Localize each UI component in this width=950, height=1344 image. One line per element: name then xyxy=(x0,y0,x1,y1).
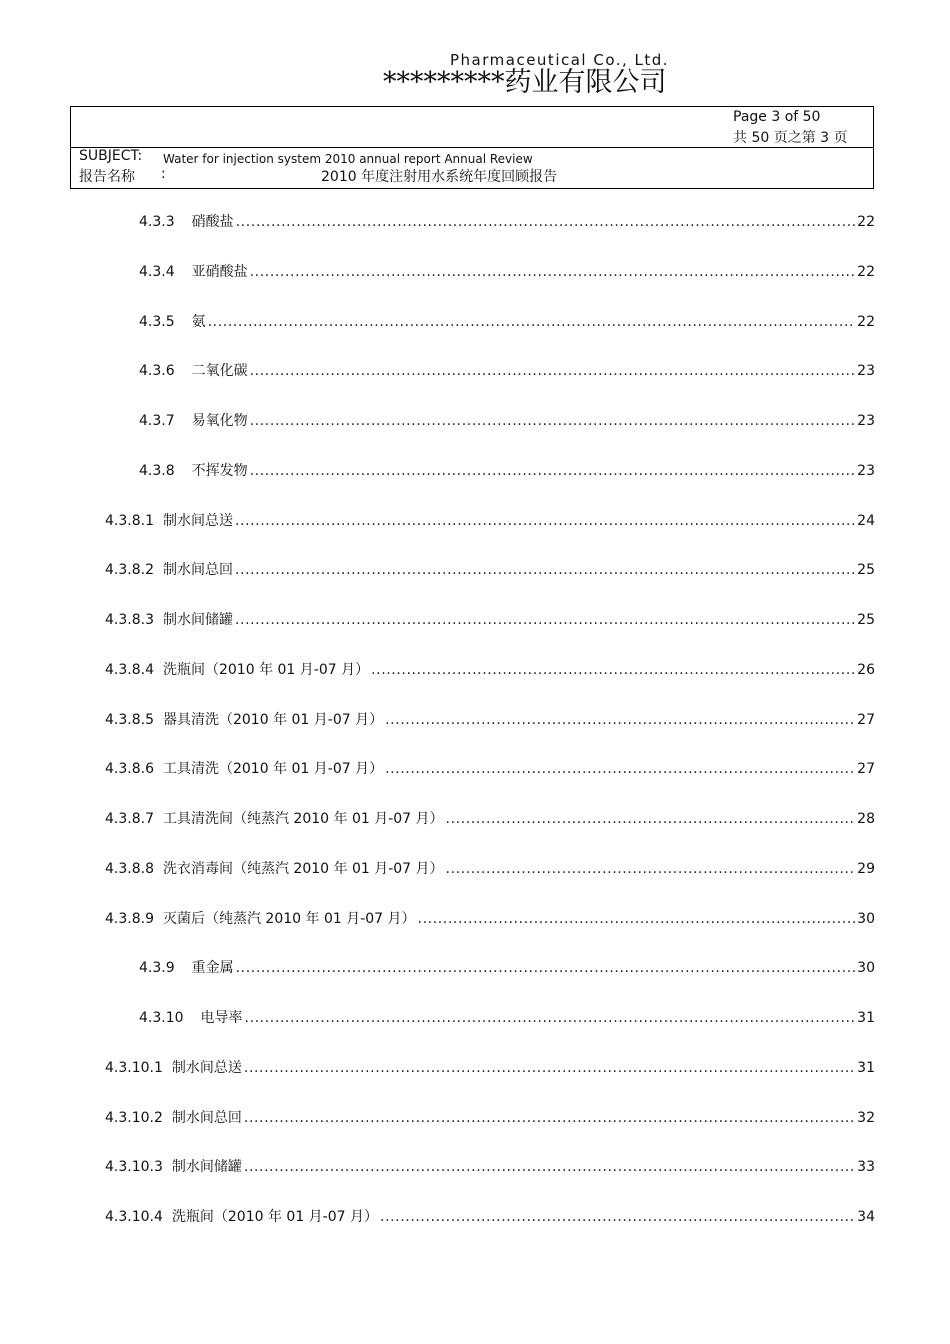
toc-entry-number: 4.3.8.9 xyxy=(105,910,154,927)
toc-entry-title: 不挥发物 xyxy=(191,462,248,479)
toc-entry-page: 26 xyxy=(857,661,875,678)
toc-entry-number: 4.3.9 xyxy=(139,960,175,977)
toc-entry-title: 制水间总送 xyxy=(162,512,233,529)
toc-entry[interactable] xyxy=(105,809,875,829)
toc-entry-title: 制水间总回 xyxy=(171,1109,242,1126)
toc-entry[interactable] xyxy=(139,262,875,282)
toc-entry-page: 27 xyxy=(857,711,875,728)
toc-leader-dots xyxy=(250,361,856,381)
subject-label: SUBJECT: xyxy=(79,148,143,164)
company-name-en: Pharmaceutical Co., Ltd. xyxy=(450,51,670,69)
toc-entry-number: 4.3.10.4 xyxy=(105,1209,163,1225)
toc-leader-dots xyxy=(385,759,855,779)
toc-leader-dots xyxy=(250,411,856,431)
toc-entry-page: 22 xyxy=(857,313,875,330)
toc-leader-dots xyxy=(446,859,856,879)
toc-entry[interactable] xyxy=(105,1058,875,1078)
toc-entry[interactable] xyxy=(105,1207,875,1227)
toc-leader-dots xyxy=(371,660,855,680)
toc-entry[interactable] xyxy=(105,909,875,929)
toc-entry-title: 二氧化碳 xyxy=(191,363,248,380)
toc-entry-title: 重金属 xyxy=(191,960,234,977)
toc-leader-dots xyxy=(380,1207,855,1227)
toc-entry-page: 22 xyxy=(857,214,875,230)
toc-entry[interactable] xyxy=(139,212,875,232)
toc-entry-number: 4.3.8.5 xyxy=(105,711,154,728)
toc-entry-title: 器具清洗（2010 年 01 月-07 月） xyxy=(162,711,384,728)
toc-entry[interactable] xyxy=(105,759,875,779)
toc-entry-number: 4.3.10 xyxy=(139,1010,184,1026)
toc-entry[interactable] xyxy=(139,461,875,481)
toc-entry-title: 洗瓶间（2010 年 01 月-07 月） xyxy=(171,1209,379,1225)
toc-entry-page: 32 xyxy=(857,1109,875,1126)
toc-entry[interactable] xyxy=(139,1008,875,1028)
toc-leader-dots xyxy=(385,710,855,730)
toc-entry-title: 制水间储罐 xyxy=(171,1159,242,1176)
toc-leader-dots xyxy=(235,511,855,531)
toc-entry-number: 4.3.8.7 xyxy=(105,811,154,827)
toc-entry[interactable] xyxy=(105,1108,875,1128)
toc-leader-dots xyxy=(250,262,856,282)
toc-leader-dots xyxy=(236,212,856,232)
toc-leader-dots xyxy=(418,909,856,929)
toc-entry-page: 23 xyxy=(857,462,875,479)
toc-entry-page: 22 xyxy=(857,263,875,280)
document-header-box xyxy=(70,106,874,189)
header-divider xyxy=(71,147,873,148)
toc-entry-number: 4.3.10.3 xyxy=(105,1159,163,1176)
toc-leader-dots xyxy=(250,461,856,481)
toc-entry-title: 洗瓶间（2010 年 01 月-07 月） xyxy=(162,661,370,678)
toc-entry[interactable] xyxy=(139,958,875,978)
toc-entry-page: 23 xyxy=(857,363,875,380)
toc-entry-page: 24 xyxy=(857,512,875,529)
toc-entry-page: 31 xyxy=(857,1010,875,1026)
toc-entry-number: 4.3.10.1 xyxy=(105,1059,163,1076)
toc-entry-number: 4.3.4 xyxy=(139,263,175,280)
subject-cn-colon: : xyxy=(161,166,166,182)
toc-entry-page: 23 xyxy=(857,413,875,429)
toc-entry-number: 4.3.3 xyxy=(139,214,175,230)
toc-entry-number: 4.3.7 xyxy=(139,413,175,429)
toc-entry-title: 亚硝酸盐 xyxy=(191,263,248,280)
page-number-en: Page 3 of 50 xyxy=(733,109,821,125)
toc-entry-number: 4.3.8.3 xyxy=(105,612,154,628)
toc-entry[interactable] xyxy=(139,411,875,431)
toc-entry-page: 28 xyxy=(857,811,875,827)
toc-entry-title: 制水间总送 xyxy=(171,1059,242,1076)
toc-entry-title: 制水间总回 xyxy=(162,562,233,579)
toc-entry-page: 34 xyxy=(857,1209,875,1225)
toc-entry[interactable] xyxy=(105,1157,875,1177)
toc-entry[interactable] xyxy=(105,560,875,580)
toc-entry[interactable] xyxy=(139,312,875,332)
toc-entry-page: 30 xyxy=(857,910,875,927)
toc-entry[interactable] xyxy=(105,710,875,730)
toc-entry-number: 4.3.8.8 xyxy=(105,860,154,877)
toc-leader-dots xyxy=(244,1108,855,1128)
toc-leader-dots xyxy=(235,560,855,580)
toc-leader-dots xyxy=(245,1008,856,1028)
toc-entry-title: 电导率 xyxy=(200,1010,243,1026)
toc-entry[interactable] xyxy=(105,610,875,630)
toc-entry-number: 4.3.10.2 xyxy=(105,1109,163,1126)
toc-entry-number: 4.3.8 xyxy=(139,462,175,479)
toc-leader-dots xyxy=(244,1058,855,1078)
toc-entry-page: 25 xyxy=(857,562,875,579)
toc-entry-title: 工具清洗（2010 年 01 月-07 月） xyxy=(162,761,384,778)
toc-entry[interactable] xyxy=(105,859,875,879)
toc-entry-title: 工具清洗间（纯蒸汽 2010 年 01 月-07 月） xyxy=(162,811,444,827)
toc-entry[interactable] xyxy=(105,660,875,680)
toc-leader-dots xyxy=(244,1157,855,1177)
toc-entry-title: 制水间储罐 xyxy=(162,612,233,628)
toc-entry-page: 31 xyxy=(857,1059,875,1076)
toc-leader-dots xyxy=(235,610,855,630)
toc-entry-number: 4.3.8.2 xyxy=(105,562,154,579)
subject-cn: 2010 年度注射用水系统年度回顾报告 xyxy=(321,169,558,185)
subject-en: Water for injection system 2010 annual report Annual Review xyxy=(163,152,533,166)
toc-entry-title: 易氧化物 xyxy=(191,413,248,429)
toc-entry-page: 29 xyxy=(857,860,875,877)
toc-entry-number: 4.3.6 xyxy=(139,363,175,380)
toc-entry-page: 27 xyxy=(857,761,875,778)
toc-entry[interactable] xyxy=(105,511,875,531)
toc-entry-number: 4.3.8.4 xyxy=(105,661,154,678)
page-number-cn: 共 50 页之第 3 页 xyxy=(733,130,848,146)
toc-entry-title: 硝酸盐 xyxy=(191,214,234,230)
toc-leader-dots xyxy=(208,312,856,332)
toc-entry-title: 洗衣消毒间（纯蒸汽 2010 年 01 月-07 月） xyxy=(162,860,444,877)
toc-leader-dots xyxy=(446,809,856,829)
toc-entry-page: 30 xyxy=(857,960,875,977)
subject-cn-label: 报告名称 xyxy=(79,169,135,185)
toc-entry-page: 33 xyxy=(857,1159,875,1176)
toc-entry-number: 4.3.5 xyxy=(139,313,175,330)
toc-entry-title: 灭菌后（纯蒸汽 2010 年 01 月-07 月） xyxy=(162,910,416,927)
toc-entry-number: 4.3.8.6 xyxy=(105,761,154,778)
toc-entry-number: 4.3.8.1 xyxy=(105,512,154,529)
toc-leader-dots xyxy=(236,958,856,978)
toc-entry-page: 25 xyxy=(857,612,875,628)
toc-entry[interactable] xyxy=(139,361,875,381)
toc-entry-title: 氨 xyxy=(191,313,206,330)
company-name-cn: *********药业有限公司 xyxy=(383,67,667,98)
